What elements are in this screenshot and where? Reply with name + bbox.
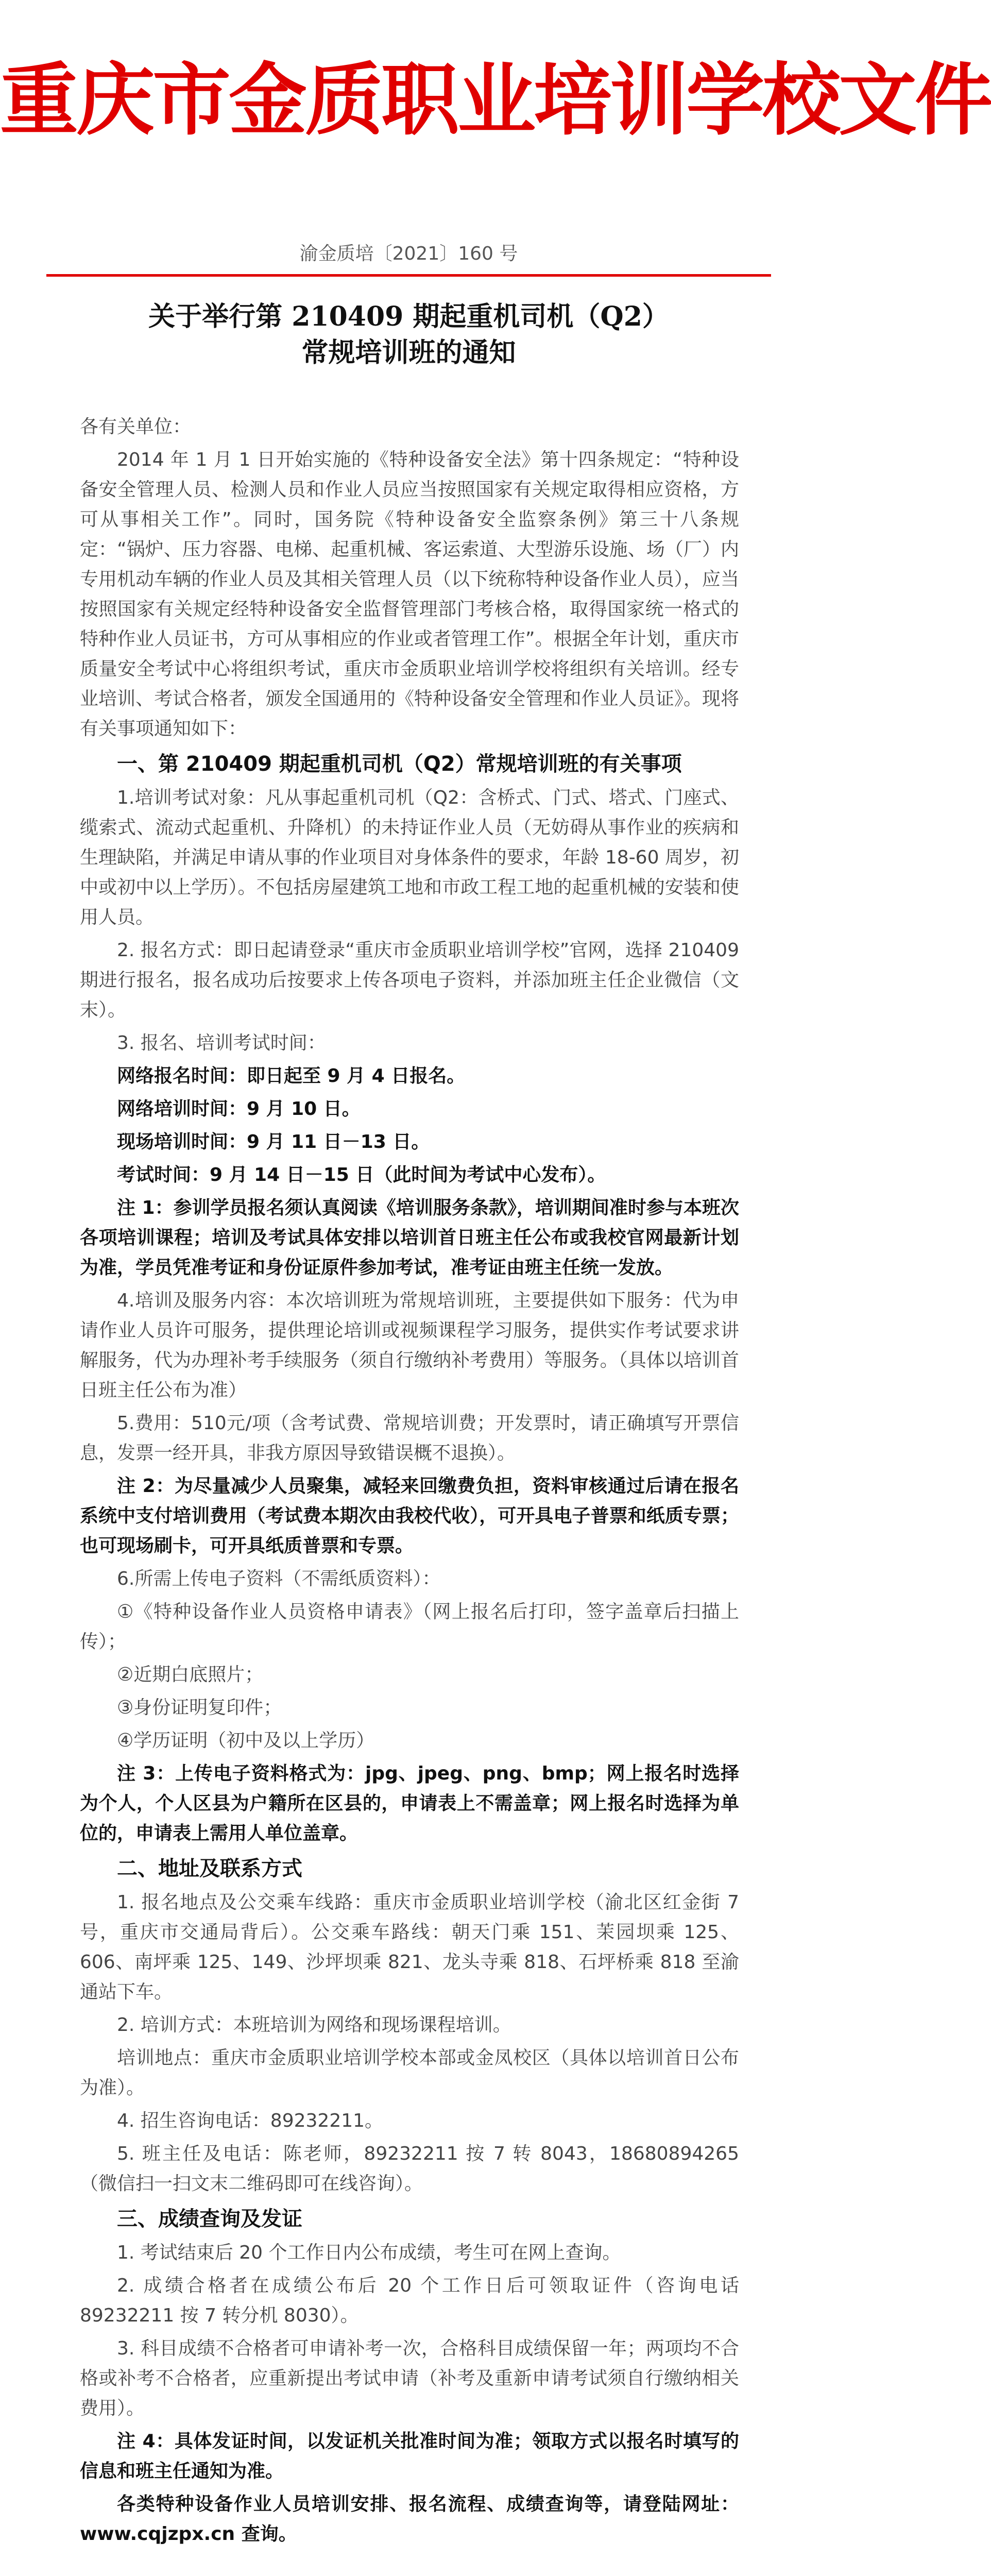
paragraph: 2. 成绩合格者在成绩公布后 20 个工作日后可领取证件（咨询电话 89232211 按 7 转分机 8030）。 — [80, 2275, 739, 2326]
salutation: 各有关单位： — [80, 416, 192, 437]
paragraph: 5.费用：510元/项（含考试费、常规培训费；开发票时，请正确填写开票信息，发票一经开具，非我方原因导致错误概不退换）。 — [80, 1413, 739, 1464]
paragraph: 5. 班主任及电话：陈老师，89232211 按 7 转 8043，18680894265（微信扫一扫文末二维码即可在线咨询）。 — [80, 2143, 739, 2194]
closing-paragraph: 各类特种设备作业人员培训安排、报名流程、成绩查询等，请登陆网址：www.cqjzpx.cn 查询。 — [80, 2494, 739, 2545]
paragraph: 1.培训考试对象：凡从事起重机司机（Q2：含桥式、门式、塔式、门座式、缆索式、流动式起重机、升降机）的未持证作业人员（无妨碍从事作业的疾病和生理缺陷，并满足申请从事的作业项目对身体条件的要求，年龄 18-60 周岁，初中或初中以上学历）。不包括房屋建筑工地和市政工程工地的起重机械的安装和使用人员。 — [80, 787, 739, 928]
paragraph: 1. 报名地点及公交乘车线路：重庆市金质职业培训学校（渝北区红金街 7 号，重庆市交通局背后）。公交乘车路线：朝天门乘 151、茉园坝乘 125、606、南坪乘 125、149、沙坪坝乘 821、龙头寺乘 818、石坪桥乘 818 至渝通站下车。 — [80, 1892, 739, 2003]
section-2-heading: 二、地址及联系方式 — [117, 1857, 302, 1880]
paragraph: 培训地点：重庆市金质职业培训学校本部或金凤校区（具体以培训首日公布为准）。 — [80, 2047, 739, 2098]
paragraph: 2. 报名方式：即日起请登录“重庆市金质职业培训学校”官网，选择 210409期进行报名，报名成功后按要求上传各项电子资料，并添加班主任企业微信（文末）。 — [80, 940, 739, 1021]
paragraph: 网络报名时间：即日起至 9 月 4 日报名。 — [117, 1065, 466, 1087]
section-1-heading: 一、第 210409 期起重机司机（Q2）常规培训班的有关事项 — [117, 752, 682, 776]
red-divider — [46, 274, 771, 277]
notice-title-line1: 关于举行第 210409 期起重机司机（Q2） — [148, 301, 669, 332]
paragraph: 3. 科目成绩不合格者可申请补考一次，合格科目成绩保留一年；两项均不合格或补考不合格者，应重新提出考试申请（补考及重新申请考试须自行缴纳相关费用）。 — [80, 2338, 739, 2419]
paragraph: 考试时间：9 月 14 日－15 日（此时间为考试中心发布）。 — [117, 1164, 606, 1185]
list-item: ③身份证明复印件； — [117, 1697, 282, 1718]
document-number: 渝金质培〔2021〕160 号 — [299, 243, 518, 264]
note-3: 注 3：上传电子资料格式为：jpg、jpeg、png、bmp；网上报名时选择为个人，个人区县为户籍所在区县的，申请表上不需盖章；网上报名时选择为单位的，申请表上需用人单位盖章。 — [80, 1763, 739, 1844]
paragraph: 3. 报名、培训考试时间： — [117, 1032, 326, 1054]
paragraph: 2. 培训方式：本班培训为网络和现场课程培训。 — [117, 2014, 511, 2036]
paragraph: 6.所需上传电子资料（不需纸质资料）： — [117, 1568, 441, 1589]
list-item: ②近期白底照片； — [117, 1664, 264, 1685]
notice-title-line2: 常规培训班的通知 — [301, 337, 516, 368]
paragraph: 4.培训及服务内容：本次培训班为常规培训班，主要提供如下服务：代为申请作业人员许可服务，提供理论培训或视频课程学习服务，提供实作考试要求讲解服务，代为办理补考手续服务（须自行缴纳补考费用）等服务。（具体以培训首日班主任公布为准） — [80, 1290, 739, 1401]
list-item: ④学历证明（初中及以上学历） — [117, 1730, 375, 1751]
paragraph: 4. 招生咨询电话：89232211。 — [117, 2110, 384, 2131]
list-item: ①《特种设备作业人员资格申请表》（网上报名后打印，签字盖章后扫描上传）； — [80, 1601, 739, 1652]
section-3-heading: 三、成绩查询及发证 — [117, 2207, 302, 2231]
paragraph: 现场培训时间：9 月 11 日－13 日。 — [117, 1131, 430, 1153]
paragraph: 网络培训时间：9 月 10 日。 — [117, 1098, 361, 1120]
note-2: 注 2：为尽量减少人员聚集，减轻来回缴费负担，资料审核通过后请在报名系统中支付培训费用（考试费本期次由我校代收），可开具电子普票和纸质专票；也可现场刷卡，可开具纸质普票和专票。 — [80, 1476, 739, 1556]
note-1: 注 1：参训学员报名须认真阅读《培训服务条款》，培训期间准时参与本班次各项培训课程；培训及考试具体安排以培训首日班主任公布或我校官网最新计划为准，学员凭准考证和身份证原件参加考试，准考证由班主任统一发放。 — [80, 1197, 739, 1278]
intro-paragraph: 2014 年 1 月 1 日开始实施的《特种设备安全法》第十四条规定：“特种设备安全管理人员、检测人员和作业人员应当按照国家有关规定取得相应资格，方可从事相关工作”。同时，国务院《特种设备安全监察条例》第三十八条规定：“锅炉、压力容器、电梯、起重机械、客运索道、大型游乐设施、场（厂）内专用机动车辆的作业人员及其相关管理人员（以下统称特种设备作业人员），应当按照国家有关规定经特种设备安全监督管理部门考核合格，取得国家统一格式的特种作业人员证书，方可从事相应的作业或者管理工作”。根据全年计划，重庆市质量安全考试中心将组织考试，重庆市金质职业培训学校将组织有关培训。经专业培训、考试合格者，颁发全国通用的《特种设备安全管理和作业人员证》。现将有关事项通知如下： — [80, 449, 739, 739]
note-4: 注 4：具体发证时间，以发证机关批准时间为准；领取方式以报名时填写的信息和班主任通知为准。 — [80, 2431, 739, 2482]
red-header-title: 重庆市金质职业培训学校文件 — [0, 54, 991, 146]
notice-title — [62, 299, 756, 371]
paragraph: 1. 考试结束后 20 个工作日内公布成绩，考生可在网上查询。 — [117, 2242, 621, 2263]
notice-body — [80, 412, 739, 2552]
